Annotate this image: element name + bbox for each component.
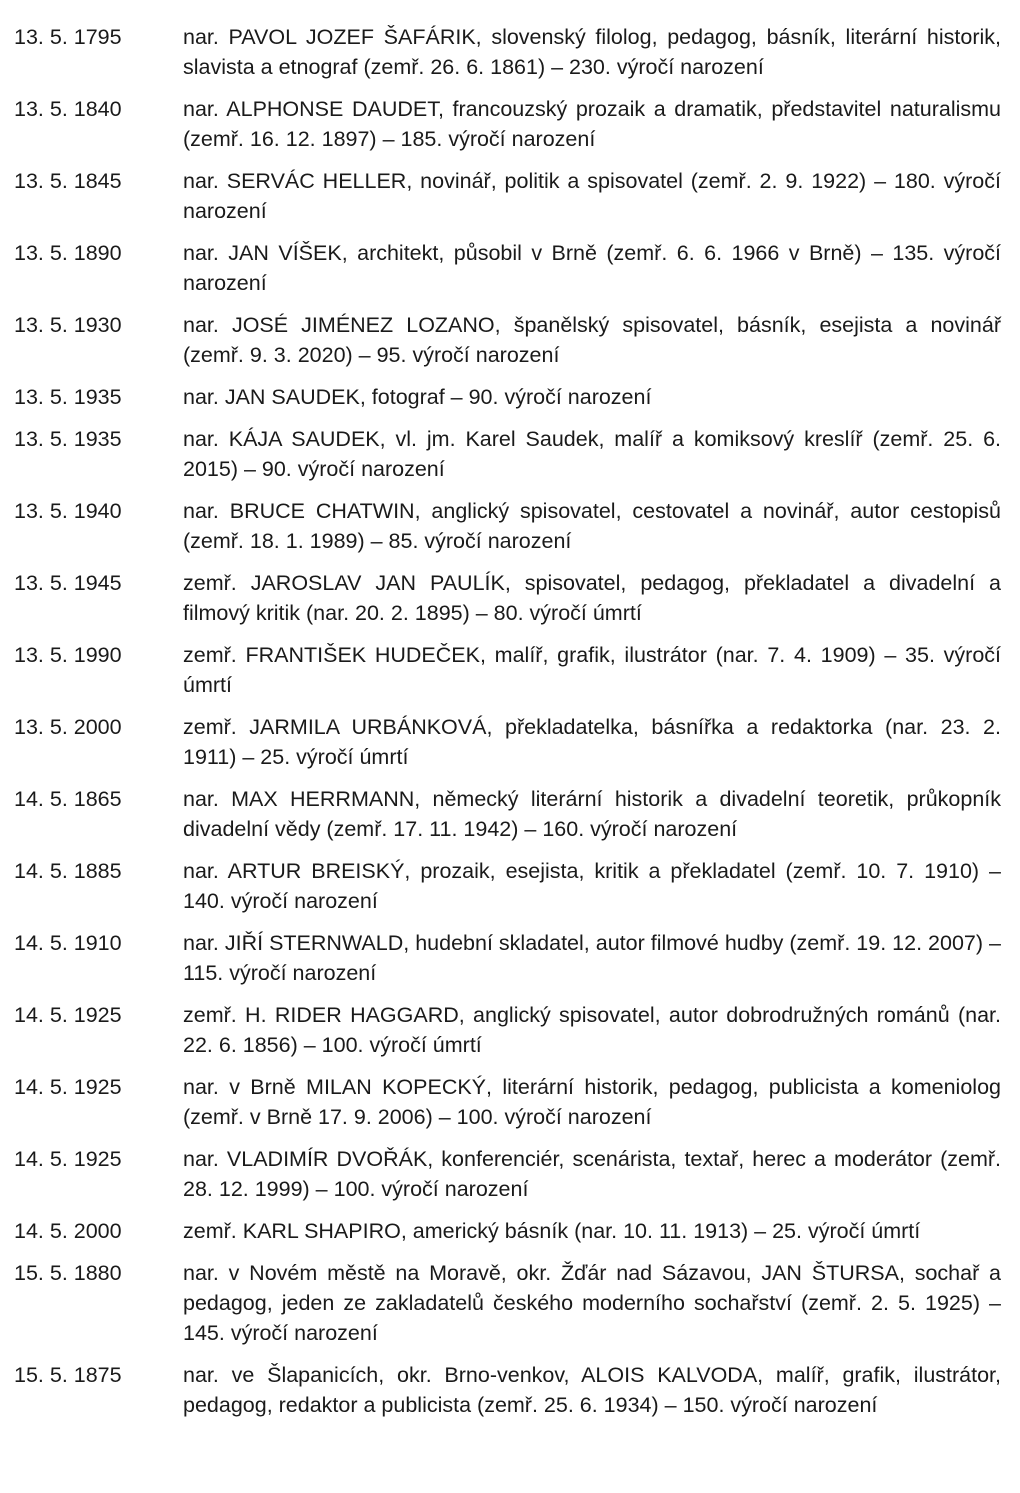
list-item	[0, 496, 1020, 556]
entry-text: nar. JAN SAUDEK, fotograf – 90. výročí narození	[183, 385, 652, 409]
entry-text: nar. ALPHONSE DAUDET, francouzský prozaik a dramatik, představitel naturalismu (zemř. 16. 12. 1897) – 185. výročí narození	[183, 97, 1001, 151]
entry-text: nar. SERVÁC HELLER, novinář, politik a spisovatel (zemř. 2. 9. 1922) – 180. výročí narození	[183, 169, 1001, 223]
entry-text: nar. PAVOL JOZEF ŠAFÁRIK, slovenský filolog, pedagog, básník, literární historik, slavista a etnograf (zemř. 26. 6. 1861) – 230. výročí narození	[183, 25, 1001, 79]
entry-date: 13. 5. 2000	[14, 715, 122, 739]
entry-date: 15. 5. 1880	[14, 1261, 122, 1285]
entry-date: 13. 5. 1930	[14, 313, 122, 337]
list-item	[0, 310, 1020, 370]
entry-date: 14. 5. 1910	[14, 931, 122, 955]
list-item	[0, 238, 1020, 298]
entry-date: 13. 5. 1940	[14, 499, 122, 523]
entry-date: 13. 5. 1845	[14, 169, 122, 193]
list-item	[0, 94, 1020, 154]
entry-text: nar. v Brně MILAN KOPECKÝ, literární historik, pedagog, publicista a komeniolog (zemř. v Brně 17. 9. 2006) – 100. výročí narození	[183, 1075, 1001, 1129]
entry-text: nar. v Novém městě na Moravě, okr. Žďár nad Sázavou, JAN ŠTURSA, sochař a pedagog, jeden ze zakladatelů českého moderního sochařství (zemř. 2. 5. 1925) – 145. výročí narození	[183, 1261, 1001, 1345]
entry-text: zemř. KARL SHAPIRO, americký básník (nar. 10. 11. 1913) – 25. výročí úmrtí	[183, 1219, 921, 1243]
list-item	[0, 1000, 1020, 1060]
entry-text: nar. KÁJA SAUDEK, vl. jm. Karel Saudek, malíř a komiksový kreslíř (zemř. 25. 6. 2015) – 90. výročí narození	[183, 427, 1001, 481]
entry-text: zemř. JARMILA URBÁNKOVÁ, překladatelka, básnířka a redaktorka (nar. 23. 2. 1911) – 25. výročí úmrtí	[183, 715, 1001, 769]
list-item	[0, 166, 1020, 226]
entry-text: nar. MAX HERRMANN, německý literární historik a divadelní teoretik, průkopník divadelní vědy (zemř. 17. 11. 1942) – 160. výročí narození	[183, 787, 1001, 841]
list-item	[0, 1216, 1020, 1246]
list-item	[0, 784, 1020, 844]
entry-date: 14. 5. 1925	[14, 1075, 122, 1099]
list-item	[0, 1360, 1020, 1420]
entry-text: zemř. JAROSLAV JAN PAULÍK, spisovatel, pedagog, překladatel a divadelní a filmový kritik (nar. 20. 2. 1895) – 80. výročí úmrtí	[183, 571, 1001, 625]
list-item	[0, 928, 1020, 988]
list-item	[0, 856, 1020, 916]
entry-date: 13. 5. 1935	[14, 385, 122, 409]
entry-date: 13. 5. 1990	[14, 643, 122, 667]
entry-date: 13. 5. 1795	[14, 25, 122, 49]
entry-text: nar. BRUCE CHATWIN, anglický spisovatel, cestovatel a novinář, autor cestopisů (zemř. 18. 1. 1989) – 85. výročí narození	[183, 499, 1001, 553]
entry-text: nar. JIŘÍ STERNWALD, hudební skladatel, autor filmové hudby (zemř. 19. 12. 2007) – 115. výročí narození	[183, 931, 1001, 985]
list-item	[0, 382, 1020, 412]
entry-date: 14. 5. 1925	[14, 1147, 122, 1171]
entry-date: 13. 5. 1890	[14, 241, 122, 265]
entry-text: zemř. FRANTIŠEK HUDEČEK, malíř, grafik, ilustrátor (nar. 7. 4. 1909) – 35. výročí úmrtí	[183, 643, 1001, 697]
list-item	[0, 22, 1020, 82]
list-item	[0, 1144, 1020, 1204]
entry-date: 13. 5. 1945	[14, 571, 122, 595]
entry-text: nar. JAN VÍŠEK, architekt, působil v Brně (zemř. 6. 6. 1966 v Brně) – 135. výročí narození	[183, 241, 1001, 295]
entry-text: nar. JOSÉ JIMÉNEZ LOZANO, španělský spisovatel, básník, esejista a novinář (zemř. 9. 3. 2020) – 95. výročí narození	[183, 313, 1001, 367]
entry-text: nar. ve Šlapanicích, okr. Brno-venkov, ALOIS KALVODA, malíř, grafik, ilustrátor, pedagog, redaktor a publicista (zemř. 25. 6. 1934) – 150. výročí narození	[183, 1363, 1001, 1417]
entry-date: 15. 5. 1875	[14, 1363, 122, 1387]
list-item	[0, 424, 1020, 484]
list-item	[0, 640, 1020, 700]
list-item	[0, 1258, 1020, 1348]
list-item	[0, 1072, 1020, 1132]
entry-date: 14. 5. 1885	[14, 859, 122, 883]
entry-text: nar. VLADIMÍR DVOŘÁK, konferenciér, scenárista, textař, herec a moderátor (zemř. 28. 12. 1999) – 100. výročí narození	[183, 1147, 1001, 1201]
list-item	[0, 568, 1020, 628]
entry-date: 13. 5. 1840	[14, 97, 122, 121]
entry-text: nar. ARTUR BREISKÝ, prozaik, esejista, kritik a překladatel (zemř. 10. 7. 1910) – 140. výročí narození	[183, 859, 1001, 913]
entry-date: 13. 5. 1935	[14, 427, 122, 451]
list-item	[0, 712, 1020, 772]
entry-date: 14. 5. 1865	[14, 787, 122, 811]
entry-date: 14. 5. 2000	[14, 1219, 122, 1243]
entry-text: zemř. H. RIDER HAGGARD, anglický spisovatel, autor dobrodružných románů (nar. 22. 6. 1856) – 100. výročí úmrtí	[183, 1003, 1001, 1057]
entry-date: 14. 5. 1925	[14, 1003, 122, 1027]
